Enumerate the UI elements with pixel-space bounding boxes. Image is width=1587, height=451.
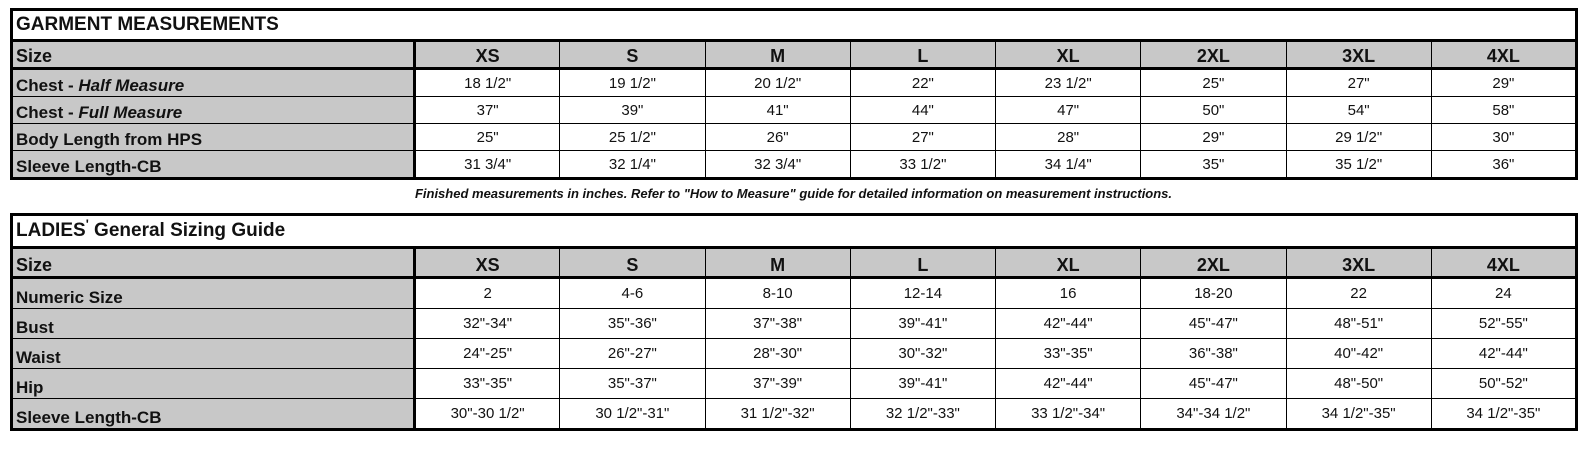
measurement-cell: 44" xyxy=(850,97,995,124)
measurement-cell: 32 3/4" xyxy=(705,151,850,179)
garment-measurements-table xyxy=(10,8,1578,180)
measurement-cell: 37"-38" xyxy=(705,309,850,339)
measurement-cell: 31 3/4" xyxy=(415,151,560,179)
measurement-cell: 32 1/4" xyxy=(560,151,705,179)
measurement-cell: 29" xyxy=(1431,69,1576,97)
size-header-label: Size xyxy=(12,248,415,278)
measurement-cell: 25" xyxy=(415,124,560,151)
measurement-cell: 30"-32" xyxy=(850,339,995,369)
measurement-cell: 29 1/2" xyxy=(1286,124,1431,151)
measurement-note: Finished measurements in inches. Refer to "How to Measure" guide for detailed information on measurement instructions. xyxy=(414,186,1173,201)
measurement-cell: 41" xyxy=(705,97,850,124)
row-label-emphasis: Full Measure xyxy=(78,103,183,122)
measurement-cell: 35 1/2" xyxy=(1286,151,1431,179)
measurement-cell: 25 1/2" xyxy=(560,124,705,151)
measurement-cell: 32"-34" xyxy=(415,309,560,339)
measurement-cell: 39"-41" xyxy=(850,369,995,399)
measurement-cell: 31 1/2"-32" xyxy=(705,399,850,430)
measurement-cell: 22 xyxy=(1286,278,1431,309)
row-label-text: Sleeve Length-CB xyxy=(16,157,162,176)
garment-title-row xyxy=(12,10,1577,41)
ladies-table-body xyxy=(12,215,1577,430)
table-row xyxy=(12,369,1577,399)
measurement-cell: 19 1/2" xyxy=(560,69,705,97)
ladies-table-title xyxy=(12,215,1577,248)
row-label: Numeric Size xyxy=(12,278,415,309)
table-row xyxy=(12,124,1577,151)
measurement-cell: 50" xyxy=(1141,97,1286,124)
measurement-cell: 33"-35" xyxy=(996,339,1141,369)
size-header-cell: XL xyxy=(996,248,1141,278)
measurement-cell: 30 1/2"-31" xyxy=(560,399,705,430)
measurement-cell: 42"-44" xyxy=(1431,339,1576,369)
row-label xyxy=(12,97,415,124)
measurement-cell: 30"-30 1/2" xyxy=(415,399,560,430)
size-header-cell: L xyxy=(850,248,995,278)
measurement-cell: 42"-44" xyxy=(996,309,1141,339)
measurement-cell: 58" xyxy=(1431,97,1576,124)
measurement-cell: 45"-47" xyxy=(1141,309,1286,339)
garment-size-header-row xyxy=(12,41,1577,69)
row-label-text: Chest - xyxy=(16,76,79,95)
ladies-sizing-table xyxy=(10,213,1578,431)
size-header-cell: 3XL xyxy=(1286,248,1431,278)
measurement-cell: 12-14 xyxy=(850,278,995,309)
measurement-cell: 27" xyxy=(850,124,995,151)
table-row xyxy=(12,399,1577,430)
measurement-cell: 28"-30" xyxy=(705,339,850,369)
measurement-cell: 42"-44" xyxy=(996,369,1141,399)
row-label-emphasis: Half Measure xyxy=(78,76,185,95)
size-header-cell: XS xyxy=(415,248,560,278)
measurement-cell: 28" xyxy=(996,124,1141,151)
title-suffix: General Sizing Guide xyxy=(88,220,286,241)
row-label xyxy=(12,69,415,97)
measurement-cell: 35"-37" xyxy=(560,369,705,399)
size-header-cell: 4XL xyxy=(1431,41,1576,69)
measurement-cell: 39"-41" xyxy=(850,309,995,339)
measurement-cell: 40"-42" xyxy=(1286,339,1431,369)
measurement-cell: 34 1/4" xyxy=(996,151,1141,179)
measurement-cell: 8-10 xyxy=(705,278,850,309)
row-label: Sleeve Length-CB xyxy=(12,399,415,430)
size-header-cell: L xyxy=(850,41,995,69)
measurement-cell: 36"-38" xyxy=(1141,339,1286,369)
row-label-text: Chest - xyxy=(16,103,79,122)
row-label: Bust xyxy=(12,309,415,339)
size-header-cell: XL xyxy=(996,41,1141,69)
measurement-cell: 34 1/2"-35" xyxy=(1286,399,1431,430)
measurement-cell: 37" xyxy=(415,97,560,124)
measurement-cell: 2 xyxy=(415,278,560,309)
measurement-cell: 18 1/2" xyxy=(415,69,560,97)
measurement-cell: 32 1/2"-33" xyxy=(850,399,995,430)
table-row xyxy=(12,278,1577,309)
row-label: Waist xyxy=(12,339,415,369)
measurement-cell: 26" xyxy=(705,124,850,151)
measurement-cell: 34"-34 1/2" xyxy=(1141,399,1286,430)
table-row xyxy=(12,97,1577,124)
measurement-cell: 24 xyxy=(1431,278,1576,309)
measurement-cell: 33"-35" xyxy=(415,369,560,399)
table-row xyxy=(12,69,1577,97)
measurement-cell: 16 xyxy=(996,278,1141,309)
size-header-cell: 4XL xyxy=(1431,248,1576,278)
measurement-cell: 45"-47" xyxy=(1141,369,1286,399)
measurement-cell: 36" xyxy=(1431,151,1576,179)
measurement-cell: 50"-52" xyxy=(1431,369,1576,399)
size-header-cell: S xyxy=(560,41,705,69)
measurement-cell: 37"-39" xyxy=(705,369,850,399)
row-label: Hip xyxy=(12,369,415,399)
title-apostrophe: ' xyxy=(85,216,89,232)
row-label xyxy=(12,151,415,179)
measurement-cell: 48"-51" xyxy=(1286,309,1431,339)
measurement-cell: 4-6 xyxy=(560,278,705,309)
size-header-cell: 2XL xyxy=(1141,41,1286,69)
table-row xyxy=(12,339,1577,369)
size-header-cell: M xyxy=(705,248,850,278)
measurement-cell: 22" xyxy=(850,69,995,97)
measurement-cell: 54" xyxy=(1286,97,1431,124)
measurement-cell: 52"-55" xyxy=(1431,309,1576,339)
measurement-cell: 26"-27" xyxy=(560,339,705,369)
measurement-cell: 39" xyxy=(560,97,705,124)
measurement-cell: 29" xyxy=(1141,124,1286,151)
measurement-cell: 20 1/2" xyxy=(705,69,850,97)
measurement-cell: 23 1/2" xyxy=(996,69,1141,97)
measurement-cell: 47" xyxy=(996,97,1141,124)
size-header-cell: M xyxy=(705,41,850,69)
row-label xyxy=(12,124,415,151)
table-row xyxy=(12,309,1577,339)
measurement-cell: 33 1/2" xyxy=(850,151,995,179)
measurement-cell: 35"-36" xyxy=(560,309,705,339)
garment-table-body xyxy=(12,10,1577,179)
measurement-cell: 25" xyxy=(1141,69,1286,97)
measurement-cell: 35" xyxy=(1141,151,1286,179)
size-header-cell: S xyxy=(560,248,705,278)
row-label-text: Body Length from HPS xyxy=(16,130,203,149)
measurement-cell: 33 1/2"-34" xyxy=(996,399,1141,430)
measurement-cell: 18-20 xyxy=(1141,278,1286,309)
garment-table-title: GARMENT MEASUREMENTS xyxy=(12,10,1577,41)
ladies-size-header-row xyxy=(12,248,1577,278)
ladies-title-row xyxy=(12,215,1577,248)
measurement-cell: 24"-25" xyxy=(415,339,560,369)
size-header-cell: 3XL xyxy=(1286,41,1431,69)
size-header-cell: XS xyxy=(415,41,560,69)
measurement-cell: 34 1/2"-35" xyxy=(1431,399,1576,430)
measurement-cell: 30" xyxy=(1431,124,1576,151)
table-row xyxy=(12,151,1577,179)
measurement-cell: 27" xyxy=(1286,69,1431,97)
measurement-cell: 48"-50" xyxy=(1286,369,1431,399)
title-prefix: LADIES xyxy=(16,220,86,241)
size-header-cell: 2XL xyxy=(1141,248,1286,278)
size-header-label: Size xyxy=(12,41,415,69)
